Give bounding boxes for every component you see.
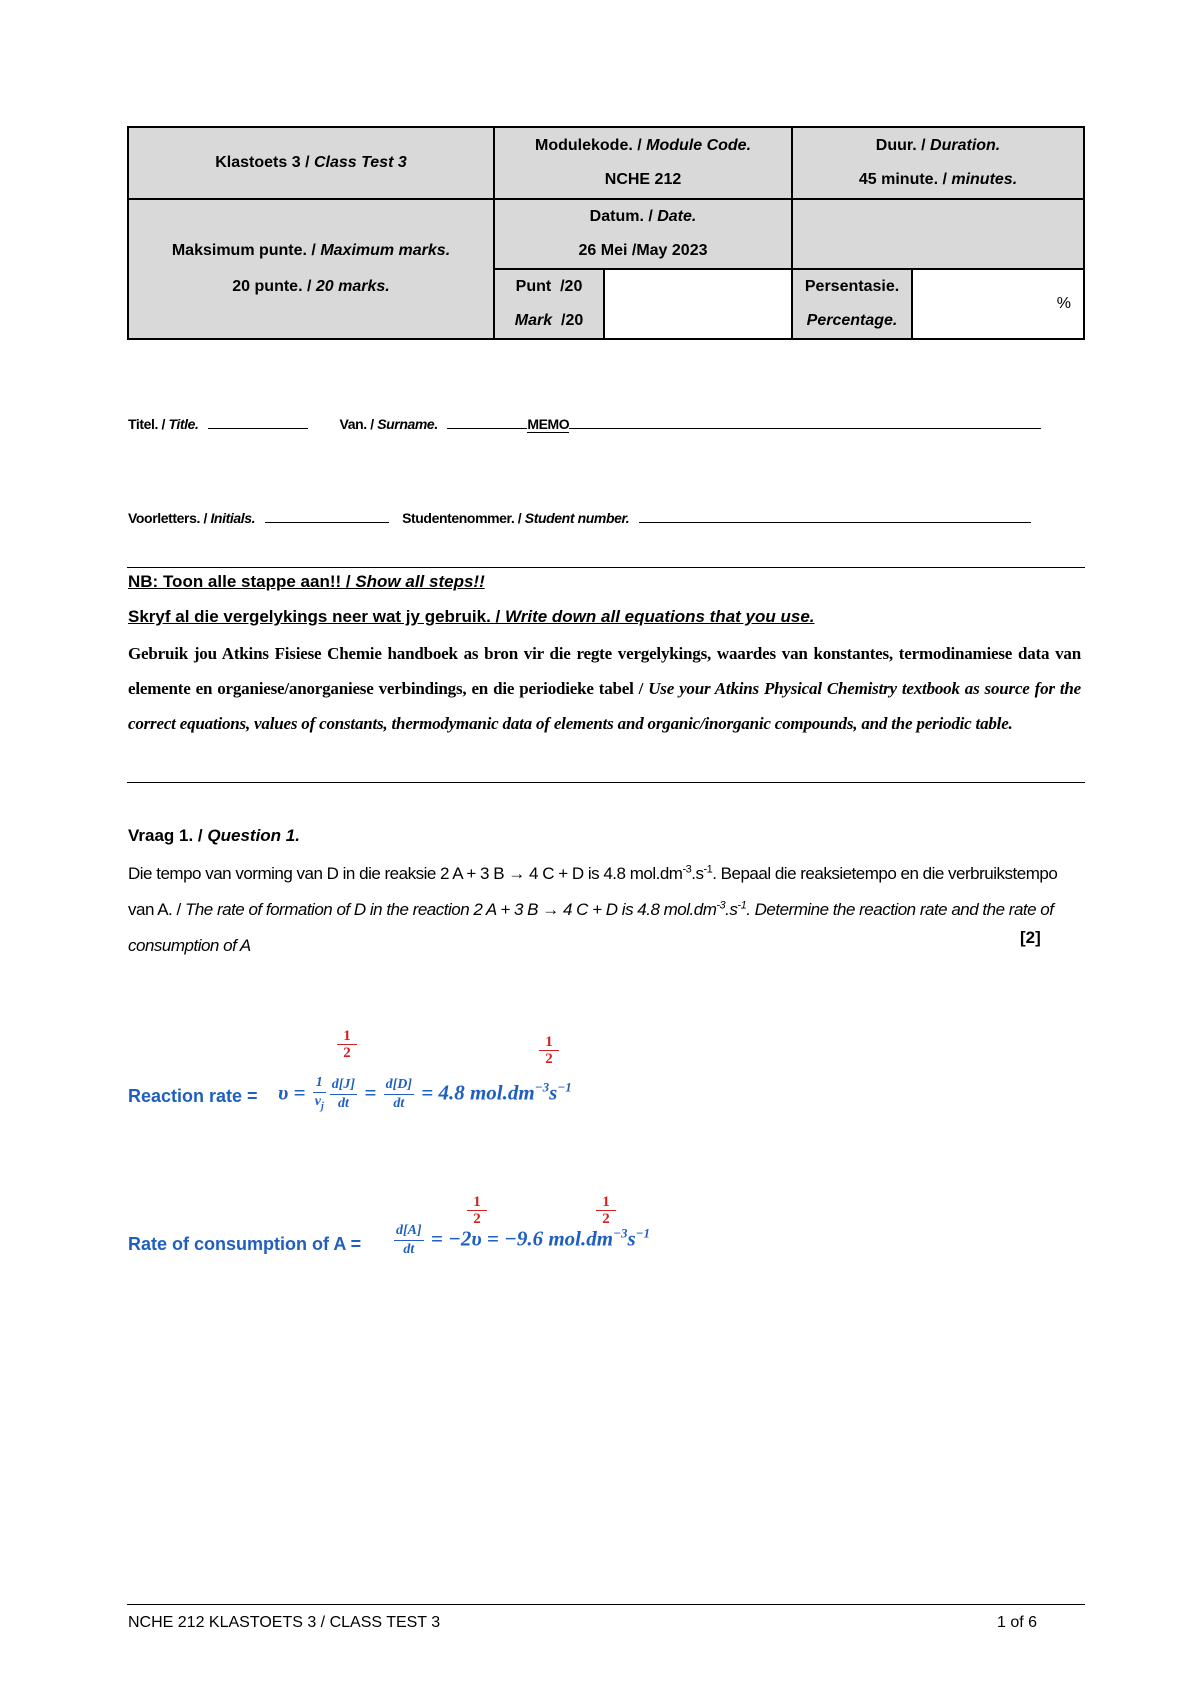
question-text [128,856,1083,964]
frac4-den: dt [403,1242,415,1257]
frac4-num: d[A] [394,1222,424,1241]
c-s: s [627,1226,636,1251]
source-af: Gebruik jou Atkins Fisiese Chemie handboek as bron vir die regte vergelykings, waardes van konstantes, termodinamiese data van elemente en organiese/anorganiese verbindings, en die periodieke tabel / [128,644,1081,698]
question-text-en-3: . Determine the reaction rate and the rate of consumption of A [128,900,1054,955]
surname-value: MEMO [527,416,570,432]
half-den: 2 [545,1051,553,1067]
frac3-den: dt [393,1096,405,1112]
percentage-label-en: Percentage. [806,312,898,329]
reaction-rate-equation [278,1074,572,1116]
consumption-value: = −2υ = −9.6 mol.dm [430,1226,614,1251]
source-paragraph [128,636,1081,741]
surname-field-right[interactable] [569,414,1041,429]
half-mark-2 [539,1034,559,1067]
max-marks-value-en: 20 marks. [315,278,390,295]
rr-exp2: −1 [557,1079,572,1095]
consumption-label: Rate of consumption of A = [128,1234,362,1254]
title-field[interactable] [208,414,308,429]
nb-line [128,572,485,592]
title-label: Titel. / [128,416,169,432]
instructions-bottom-rule [127,782,1085,783]
frac-dA-dt [394,1222,424,1259]
reaction-rate-label: Reaction rate = [128,1086,258,1106]
initials-label: Voorletters. / [128,510,211,526]
test-title-cell [128,127,494,199]
half-num: 1 [596,1194,616,1211]
frac1-num: 1 [313,1074,326,1093]
question-text-af-3: . Bepaal die reaksietempo en die verbruikstempo van A. / [128,864,1058,919]
test-label-en: Class Test 3 [313,154,407,171]
percentage-input-cell[interactable] [912,269,1084,339]
module-label-af: Modulekode. / [535,137,647,154]
frac-1-over-vj [313,1074,326,1116]
mark-input-cell[interactable] [604,269,792,339]
half-num: 1 [467,1194,487,1211]
question-text-af-1: Die tempo van vorming van D in die reaksie 2 A + 3 B → 4 C + D is 4.8 mol.dm [128,864,683,883]
question-text-af-2: .s [691,864,704,883]
percentage-label-af: Persentasie. [804,278,900,295]
page-number: 1 of 6 [997,1614,1038,1631]
half-mark-1 [337,1028,357,1061]
mark-label-en: Mark [514,312,553,329]
nb-en: Show all steps!! [355,572,485,591]
exp-1: -3 [682,863,692,876]
exp-2: -1 [703,863,713,876]
student-label-en: Student number. [524,510,630,526]
frac2-den: dt [337,1096,349,1112]
question-text-en-1: The rate of formation of D in the reaction 2 A + 3 B → 4 C + D is 4.8 mol.dm [184,900,717,919]
header-table [127,126,1085,340]
module-code-cell [494,127,792,199]
c-exp2: −1 [635,1225,651,1241]
frac-dJ-dt [330,1076,357,1113]
blank-cell [792,199,1084,269]
frac2-num: d[J] [330,1076,357,1095]
question-marks: [2] [1020,928,1041,947]
footer-rule [127,1604,1085,1605]
frac3-num: d[D] [384,1076,414,1095]
half-num: 1 [337,1028,357,1045]
equals-sign: = [364,1080,377,1105]
exp-4: -1 [737,899,747,912]
footer-left: NCHE 212 KLASTOETS 3 / CLASS TEST 3 [128,1614,441,1631]
mark-label-cell [494,269,604,339]
duration-cell [792,127,1084,199]
instructions-top-rule [127,567,1085,568]
reaction-rate-value: = 4.8 mol.dm [421,1080,535,1105]
frac1-den [313,1093,326,1116]
duration-value-en: minutes. [951,171,1018,188]
title-label-en: Title. [168,416,199,432]
percentage-label-cell [792,269,912,339]
mark-total-2: /20 [561,312,584,329]
duration-value-af: 45 minute. / [858,171,952,188]
test-label-af: Klastoets 3 / [215,154,314,171]
duration-label-af: Duur. / [875,137,931,154]
max-marks-cell [128,199,494,339]
surname-label: Van. / [339,416,378,432]
equations-line [128,607,815,627]
rr-s: s [549,1080,558,1105]
max-marks-label-af: Maksimum punte. / [171,242,321,259]
frac-dD-dt [384,1076,414,1113]
module-label-en: Module Code. [646,137,752,154]
max-marks-value-af: 20 punte. / [232,278,316,295]
question-text-en-2: .s [725,900,738,919]
half-den: 2 [473,1211,481,1227]
c-exp1: −3 [613,1225,628,1241]
initials-student-row [128,508,1031,526]
percent-sign: % [1056,295,1072,312]
date-value: 26 Mei /May 2023 [578,242,708,259]
question-title-en: Question 1. [207,826,300,845]
module-code: NCHE 212 [604,171,682,188]
source-en: Use your Atkins Physical Chemistry textbook as source for the correct equations, values of constants, thermodymanic data of elements and organic/inorganic compounds, and the periodic table. [128,679,1081,733]
initials-field[interactable] [265,508,389,523]
consumption-equation [392,1222,650,1259]
half-den: 2 [602,1211,610,1227]
student-label: Studentenommer. / [402,510,525,526]
half-den: 2 [343,1045,351,1061]
date-cell [494,199,792,269]
max-marks-label-en: Maximum marks. [320,242,451,259]
date-label-af: Datum. / [589,208,658,225]
mark-total-1: /20 [560,278,583,295]
question-title-af: Vraag 1. / [128,826,208,845]
surname-label-en: Surname. [377,416,438,432]
duration-label-en: Duration. [930,137,1001,154]
mark-label-af: Punt [515,278,552,295]
date-label-en: Date. [657,208,697,225]
frac1-den-sub: j [320,1100,324,1112]
frac1-den-v: v [314,1094,321,1109]
surname-field-left[interactable] [447,414,527,429]
title-surname-row [128,414,1041,432]
exp-3: -3 [716,899,726,912]
rate-v: υ = [278,1080,306,1105]
initials-label-en: Initials. [210,510,256,526]
nb-af: NB: Toon alle stappe aan!! / [128,572,356,591]
question-title [128,826,300,846]
half-num: 1 [539,1034,559,1051]
student-number-field[interactable] [639,508,1031,523]
eq-af: Skryf al die vergelykings neer wat jy gebruik. / [128,607,505,626]
eq-en: Write down all equations that you use. [505,607,815,626]
rr-exp1: −3 [534,1079,550,1095]
